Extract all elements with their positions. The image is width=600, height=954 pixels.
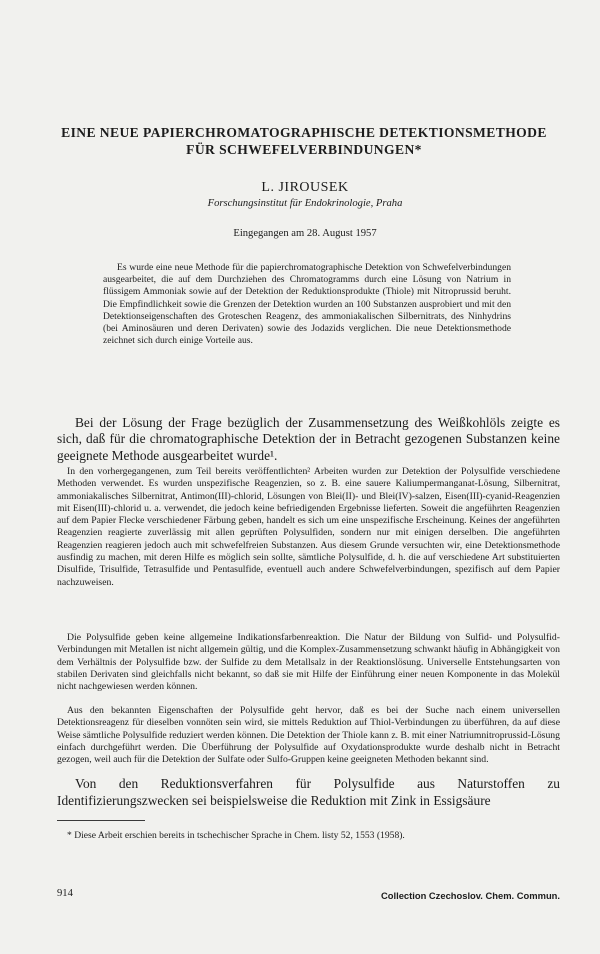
author-institute: Forschungsinstitut für Endokrinologie, Praha bbox=[207, 198, 403, 209]
journal-name: Collection Czechoslov. Chem. Commun. bbox=[380, 890, 560, 901]
body-paragraph-1: In den vorhergegangenen, zum Teil bereits veröffentlichten² Arbeiten wurden zur Detektion der Polysulfide verschiedene Methoden verwendet. Es wurden unspezifische Reagenzien, so z. B. eine sauere Kaliumpermanganat-Lösung, Silbernitrat, ammoniakalisches Silbernitrat, Antimon(III)-chlorid, Lösungen von Blei(II)- und Blei(IV)-salzen, Eisen(III)-cyanid-Reagenzien mit Eisen(III)-chlorid u. a. verwendet, die jedoch keine befriedigenden Ergebnisse lieferten. Soweit die angeführten Reagenzien auf dem Papier Flecke verschiedener Färbung geben, handelt es sich um eine unspezifische Erscheinung. Keines der angeführten Reagenzien reagierte zuverlässig mit allen geprüften Polysulfiden, sondern nur mit einigen derselben. Die angeführten Reagenzien reagieren jedoch auch mit schwefelfreien Substanzen. Aus diesem Grunde versuchten wir, eine Detektionsmethode ausfindig zu machen, mit deren Hilfe es möglich sein sollte, sämtliche Polysulfide, d. h. die auf verschiedene Art substituierten Disulfide, Trisulfide, Tetrasulfide und Pentasulfide, eventuell auch andere Schwefelverbindungen, spezifisch auf dem Papier nachzuweisen. bbox=[57, 466, 560, 588]
lead-paragraph: Bei der Lösung der Frage bezüglich der Zusammensetzung des Weißkohlöls zeigte es sich, daß für die chromatographische Detektion der in Betracht gezogenen Substanzen keine geeignete Methode ausgearbeitet wurde¹. bbox=[57, 415, 560, 463]
footnote: * Diese Arbeit erschien bereits in tschechischer Sprache in Chem. listy 52, 1553 (1958). bbox=[67, 830, 405, 841]
footnote-divider bbox=[57, 820, 145, 821]
article-title-line-2: FÜR SCHWEFELVERBINDUNGEN* bbox=[186, 142, 422, 157]
author-name: L. JIROUSEK bbox=[261, 180, 349, 195]
body-paragraph-3: Aus den bekannten Eigenschaften der Polysulfide geht hervor, daß es bei der Suche nach einem universellen Detektionsreagenz für dieselben vonnöten sein wird, sie mittels Reduktion auf Thiol-Verbindungen zu überführen, da auf diese Weise sämtliche Polysulfide reduziert werden können. Die Detektion der Thiole kann z. B. mit einer Natriumnitroprussid-Lösung einfach durchgeführt werden. Die Überführung der Polysulfide auf Oxydationsprodukte wurde deshalb nicht in Betracht gezogen, weil auch für die Detektion der Sulfate oder Sulfo-Gruppen keine geeigneten Methoden bekannt sind. bbox=[57, 705, 560, 766]
article-title bbox=[48, 124, 560, 158]
received-date: Eingegangen am 28. August 1957 bbox=[233, 228, 377, 239]
page-number: 914 bbox=[57, 888, 73, 899]
abstract: Es wurde eine neue Methode für die papierchromatographische Detektion von Schwefelverbindungen ausgearbeitet, die auf dem Durchziehen des Chromatogramms durch eine Lösung von Natrium in flüssigem Ammoniak sowie auf der Detektion der Reduktionsprodukte (Thiole) mit Nitroprussid beruht. Die Empfindlichkeit sowie die Grenzen der Detektion wurden an 100 Substanzen ausprobiert und mit den Detektionseigenschaften des Groteschen Reagenz, des ammoniakalischen Silbernitrats, des Ninhydrins (bei Aminosäuren und deren Derivaten) sowie des Jodazids verglichen. Die neue Detektionsmethode zeichnet sich durch einige Vorteile aus. bbox=[103, 262, 511, 347]
article-title-line-1: EINE NEUE PAPIERCHROMATOGRAPHISCHE DETEKTIONSMETHODE bbox=[61, 125, 547, 140]
body-paragraph-2: Die Polysulfide geben keine allgemeine Indikationsfarbenreaktion. Die Natur der Bildung von Sulfid- und Polysulfid-Verbindungen mit Metallen ist nicht allgemein gültig, und die Komplex-Zusammensetzung schwankt häufig in Abhängigkeit von dem Verhältnis der Polysulfide bzw. der Sulfide zu dem Metallsalz in der Reaktionslösung. Universelle Entstehungsarten von stabilen Derivaten sind gleichfalls nicht bekannt, so daß sie mit Hilfe der Einführung einer neuen Komponente in das Molekül nicht nachgewiesen werden können. bbox=[57, 632, 560, 693]
lead-paragraph-2: Von den Reduktionsverfahren für Polysulfide aus Naturstoffen zu Identifizierungszwecken sei beispielsweise die Reduktion mit Zink in Essigsäure bbox=[57, 776, 560, 808]
